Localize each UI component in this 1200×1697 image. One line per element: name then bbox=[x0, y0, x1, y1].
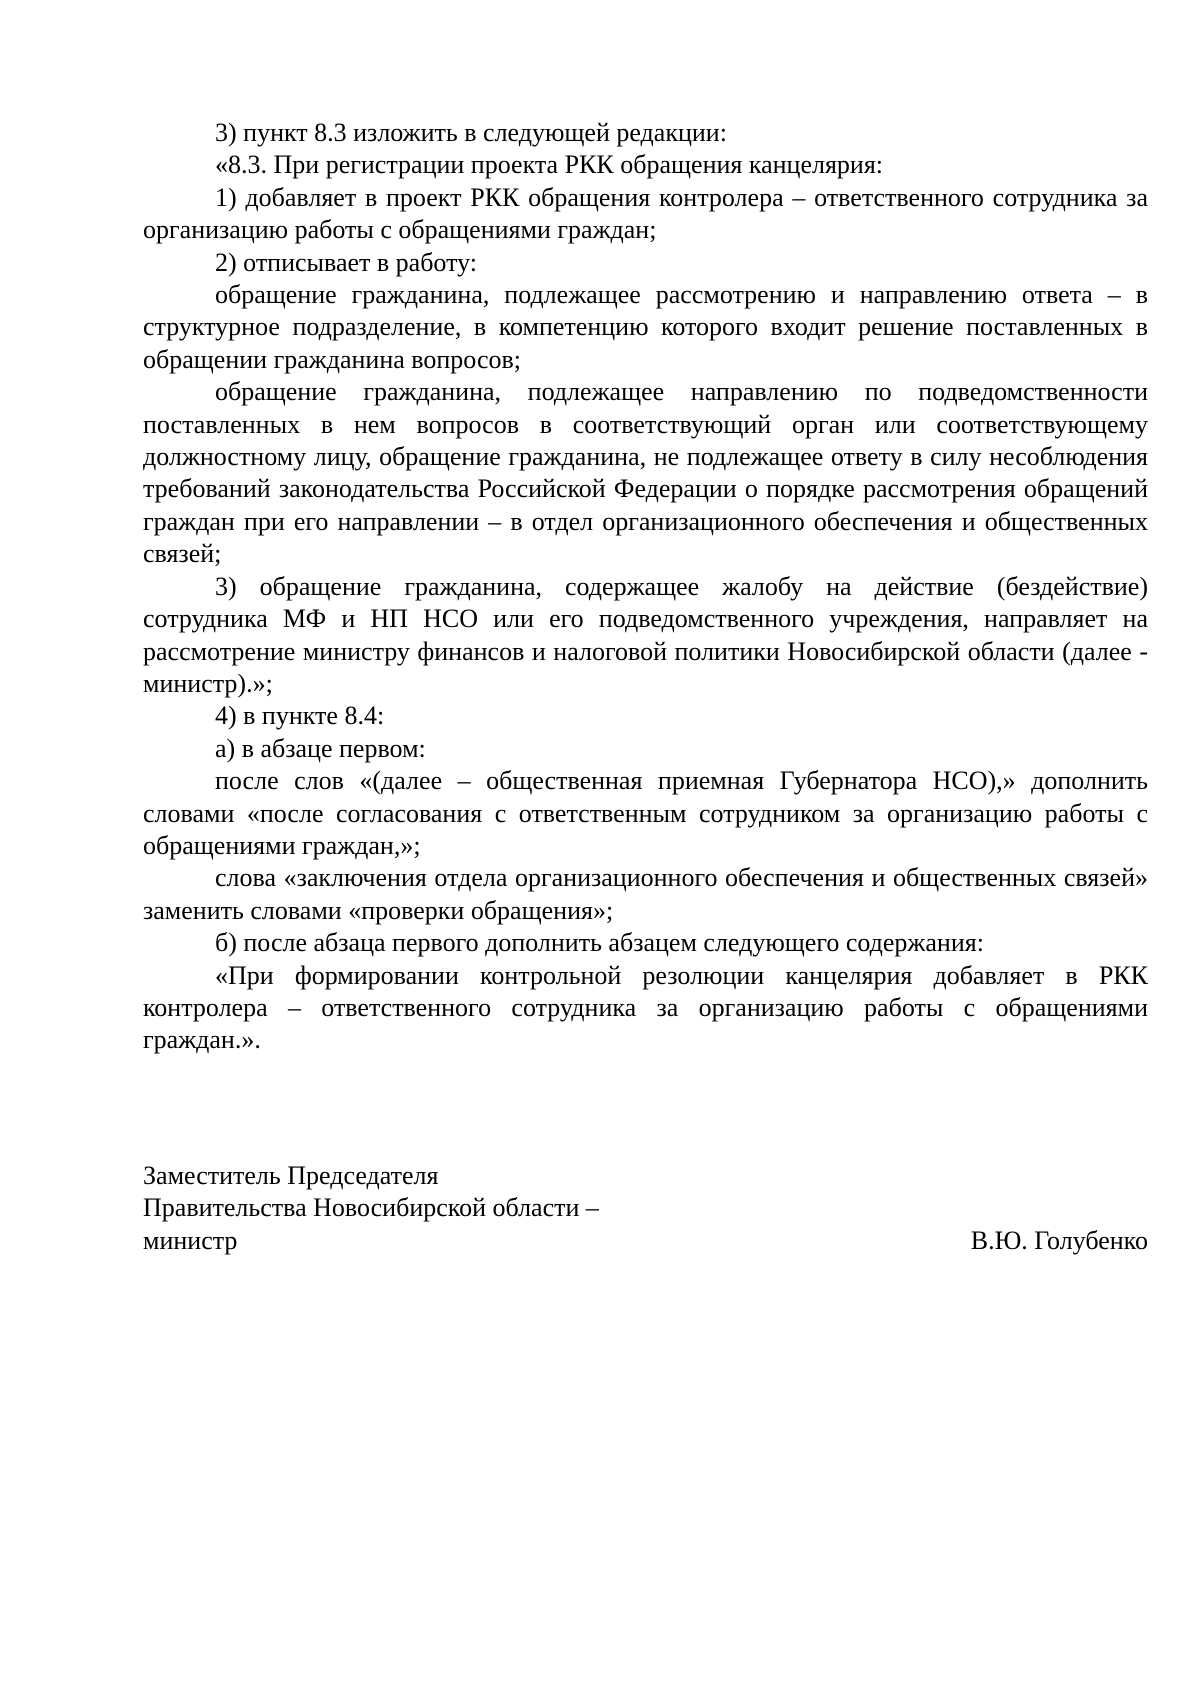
paragraph-structural-unit: обращение гражданина, подлежащее рассмотрению и направлению ответа – в структурное подразделение, в компетенцию которого входит решение поставленных в обращении гражданина вопросов; bbox=[143, 280, 1148, 374]
signature-block bbox=[143, 1160, 1148, 1257]
paragraph-assign-work: 2) отписывает в работу: bbox=[215, 247, 477, 277]
paragraph-complaint: 3) обращение гражданина, содержащее жалобу на действие (бездействие) сотрудника МФ и НП НСО или его подведомственного учреждения, направляет на рассмотрение министру финансов и налоговой политики Новосибирской области (далее - министр).»; bbox=[143, 571, 1148, 698]
paragraph-replace-words: слова «заключения отдела организационного обеспечения и общественных связей» заменить словами «проверки обращения»; bbox=[143, 863, 1148, 925]
paragraph-jurisdiction: обращение гражданина, подлежащее направлению по подведомственности поставленных в нем вопросов в соответствующий орган или соответствующему должностному лицу, обращение гражданина, не подлежащее ответу в силу несоблюдения требований законодательства Российской Федерации о порядке рассмотрения обращений граждан при его направлении – в отдел организационного обеспечения и общественных связей; bbox=[143, 377, 1148, 569]
paragraph-new-abzac: «При формировании контрольной резолюции канцелярия добавляет в РКК контролера – ответственного сотрудника за организацию работы с обращениями граждан.». bbox=[143, 960, 1148, 1055]
paragraph-8-3-intro: «8.3. При регистрации проекта РКК обращения канцелярия: bbox=[215, 150, 884, 180]
paragraph-item-3: 3) пункт 8.3 изложить в следующей редакции: bbox=[215, 118, 727, 147]
paragraph-add-controller: 1) добавляет в проект РКК обращения контролера – ответственного сотрудника за организацию работы с обращениями граждан; bbox=[143, 182, 1148, 245]
signatory-name: В.Ю. Голубенко bbox=[970, 1225, 1148, 1255]
signature-title-line-3: министр bbox=[143, 1225, 238, 1255]
signature-title-line-1: Заместитель Председателя bbox=[143, 1161, 439, 1190]
signature-title-line-2: Правительства Новосибирской области – bbox=[143, 1193, 599, 1223]
signature-row bbox=[143, 1225, 1148, 1257]
paragraph-sub-a: а) в абзаце первом: bbox=[215, 733, 426, 763]
paragraph-sub-b: б) после абзаца первого дополнить абзацем следующего содержания: bbox=[215, 928, 984, 958]
document-body bbox=[143, 117, 1148, 1057]
paragraph-item-4: 4) в пункте 8.4: bbox=[215, 701, 385, 731]
paragraph-after-words: после слов «(далее – общественная приемная Губернатора НСО),» дополнить словами «после согласования с ответственным сотрудником за организацию работы с обращениями граждан,»; bbox=[143, 766, 1148, 860]
document-page bbox=[143, 0, 1148, 1697]
